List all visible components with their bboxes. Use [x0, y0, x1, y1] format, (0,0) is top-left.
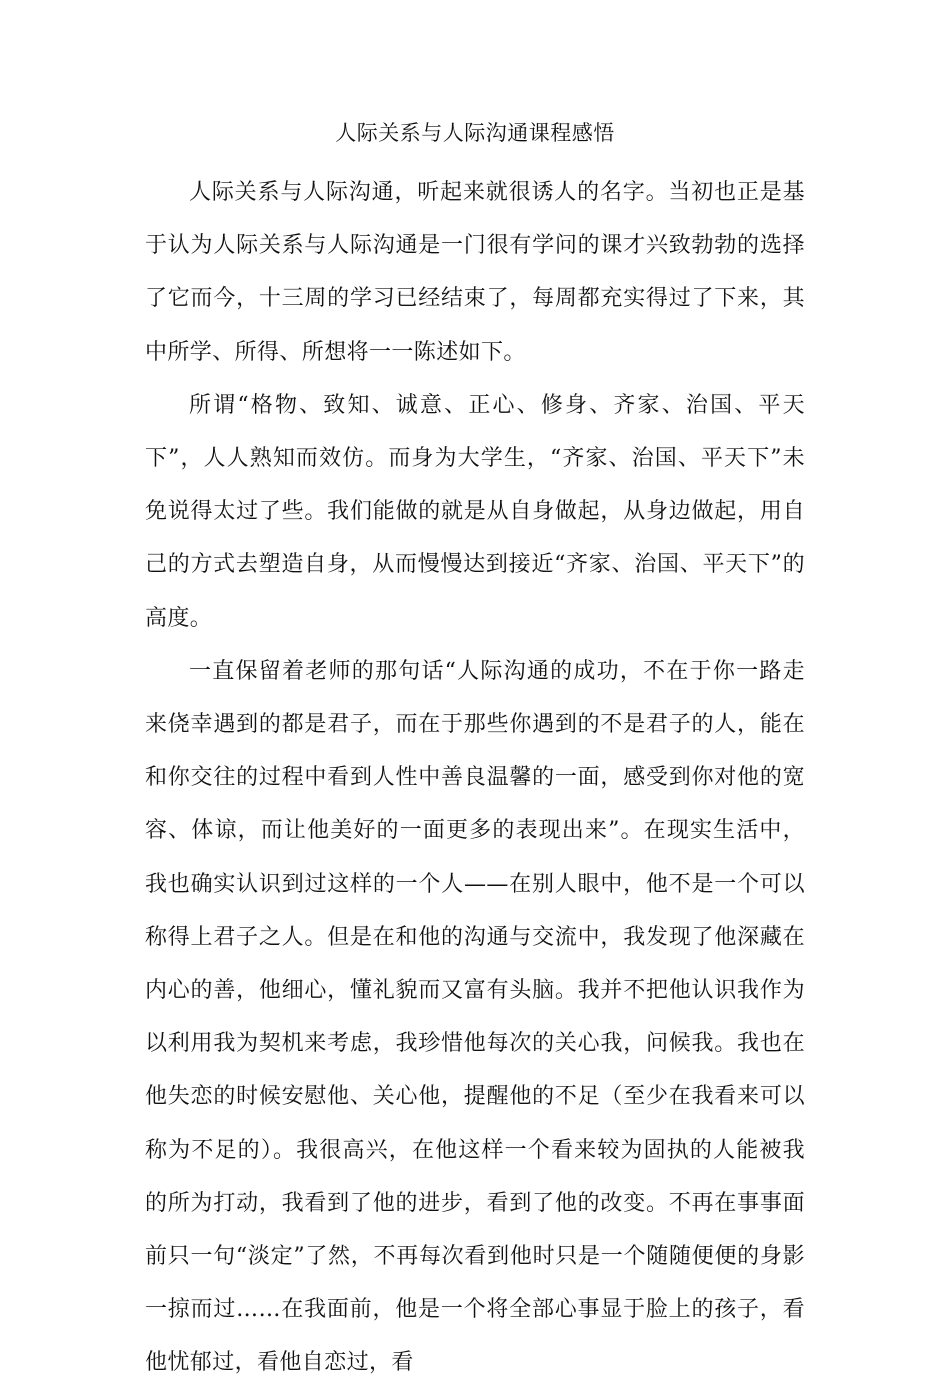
document-title: 人际关系与人际沟通课程感悟: [335, 121, 615, 145]
paragraph-teacher-quote: 一直保留着老师的那句话“人际沟通的成功，不在于你一路走来侥幸遇到的都是君子，而在于那些你遇到的不是君子的人，能在和你交往的过程中看到人性中善良温馨的一面，感受到你对他的宽容、体谅，而让他美好的一面更多的表现出来”。在现实生活中，我也确实认识到过这样的一个人——在别人眼中，他不是一个可以称得上君子之人。但是在和他的沟通与交流中，我发现了他深藏在内心的善，他细心，懂礼貌而又富有头脑。我并不把他认识我作为以利用我为契机来考虑，我珍惜他每次的关心我，问候我。我也在他失恋的时候安慰他、关心他，提醒他的不足（至少在我看来可以称为不足的）。我很高兴，在他这样一个看来较为固执的人能被我的所为打动，我看到了他的进步，看到了他的改变。不再在事事面前只一句“淡定”了然，不再每次看到他时只是一个随随便便的身影一掠而过……在我面前，他是一个将全部心事显于脸上的孩子，看他忧郁过，看他自恋过，看: [145, 658, 805, 1376]
paragraph-intro: 人际关系与人际沟通，听起来就很诱人的名字。当初也正是基于认为人际关系与人际沟通是一门很有学问的课才兴致勃勃的选择了它而今，十三周的学习已经结束了，每周都充实得过了下来，其中所学、所得、所想将一一陈述如下。: [145, 180, 805, 365]
document-body: [145, 166, 805, 1390]
paragraph-classic-quote: 所谓“格物、致知、诚意、正心、修身、齐家、治国、平天下”，人人熟知而效仿。而身为大学生，“齐家、治国、平天下”未免说得太过了些。我们能做的就是从自身做起，从身边做起，用自己的方式去塑造自身，从而慢慢达到接近“齐家、治国、平天下”的高度。: [145, 392, 805, 631]
